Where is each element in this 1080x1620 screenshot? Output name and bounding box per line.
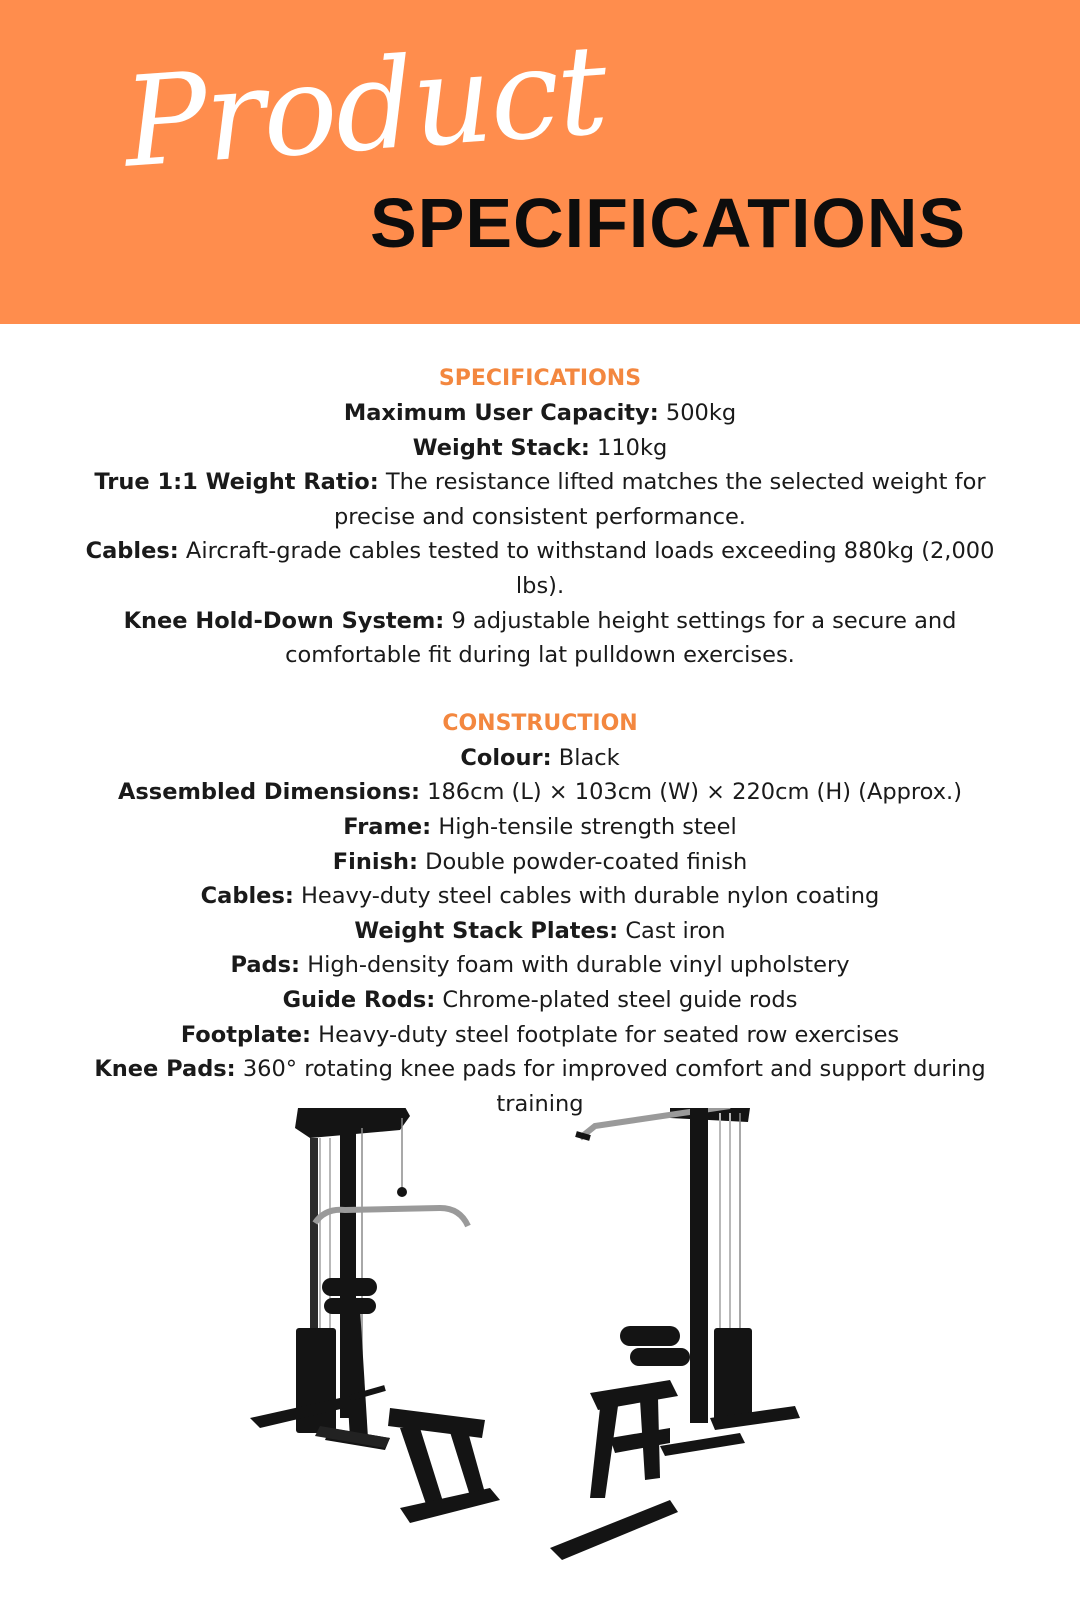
spec-item — [40, 604, 1040, 673]
construction-item — [40, 948, 1040, 983]
spec-value: Aircraft-grade cables tested to withstand loads exceeding 880kg (2,000 lbs). — [185, 538, 995, 599]
spec-value: 9 adjustable height settings for a secure and comfortable fit during lat pulldown exercises. — [285, 607, 957, 669]
spec-label: Knee Hold-Down System: — [123, 607, 445, 634]
spec-value: 500kg — [665, 400, 737, 426]
construction-label: Weight Stack Plates: — [354, 917, 619, 944]
construction-item — [40, 1018, 1040, 1053]
product-images — [250, 1108, 850, 1578]
construction-heading: CONSTRUCTION — [442, 710, 638, 736]
construction-value: High-density foam with durable vinyl upholstery — [307, 952, 850, 979]
construction-item — [40, 741, 1040, 776]
construction-item — [40, 775, 1040, 810]
script-title: Product — [119, 18, 611, 196]
machine-rear-view — [550, 1108, 800, 1560]
construction-item — [40, 983, 1040, 1018]
construction-label: Frame: — [343, 813, 432, 840]
construction-value: Heavy-duty steel cables with durable nylon coating — [301, 883, 880, 910]
spec-content — [40, 362, 1040, 1121]
spec-item — [40, 534, 1040, 603]
construction-item — [40, 810, 1040, 845]
construction-label: Finish: — [332, 848, 418, 875]
construction-item — [40, 845, 1040, 880]
page-title: SPECIFICATIONS — [370, 184, 967, 262]
spec-label: Maximum User Capacity: — [343, 400, 659, 426]
spec-value: The resistance lifted matches the selected weight for precise and consistent performance. — [334, 469, 986, 530]
construction-label: Assembled Dimensions: — [118, 779, 421, 806]
spec-item — [40, 396, 1040, 431]
construction-label: Knee Pads: — [94, 1056, 236, 1083]
spec-item — [40, 431, 1040, 466]
construction-value: 186cm (L) × 103cm (W) × 220cm (H) (Approx.) — [427, 779, 962, 806]
lat-pulldown-machine-illustration — [250, 1108, 850, 1578]
specifications-heading: SPECIFICATIONS — [438, 366, 642, 391]
spec-label: True 1:1 Weight Ratio: — [94, 469, 379, 496]
header-banner — [0, 0, 1080, 324]
spec-label: Cables: — [85, 538, 179, 565]
construction-item — [40, 914, 1040, 949]
construction-label: Footplate: — [180, 1021, 311, 1048]
construction-label: Guide Rods: — [282, 986, 436, 1013]
construction-value: Black — [558, 744, 620, 771]
machine-front-view — [250, 1108, 500, 1523]
construction-value: High-tensile strength steel — [438, 813, 737, 840]
construction-item — [40, 879, 1040, 914]
construction-value: Double powder-coated finish — [425, 848, 748, 875]
construction-value: Cast iron — [625, 917, 726, 944]
construction-value: Chrome-plated steel guide rods — [442, 986, 798, 1013]
construction-label: Pads: — [230, 952, 301, 979]
spec-value: 110kg — [597, 434, 668, 461]
spec-label: Weight Stack: — [412, 434, 590, 461]
construction-value: Heavy-duty steel footplate for seated row exercises — [318, 1021, 900, 1048]
spec-item — [40, 465, 1040, 534]
construction-label: Cables: — [200, 883, 294, 910]
construction-value: 360° rotating knee pads for improved comfort and support during training — [242, 1056, 986, 1117]
construction-label: Colour: — [460, 744, 552, 771]
